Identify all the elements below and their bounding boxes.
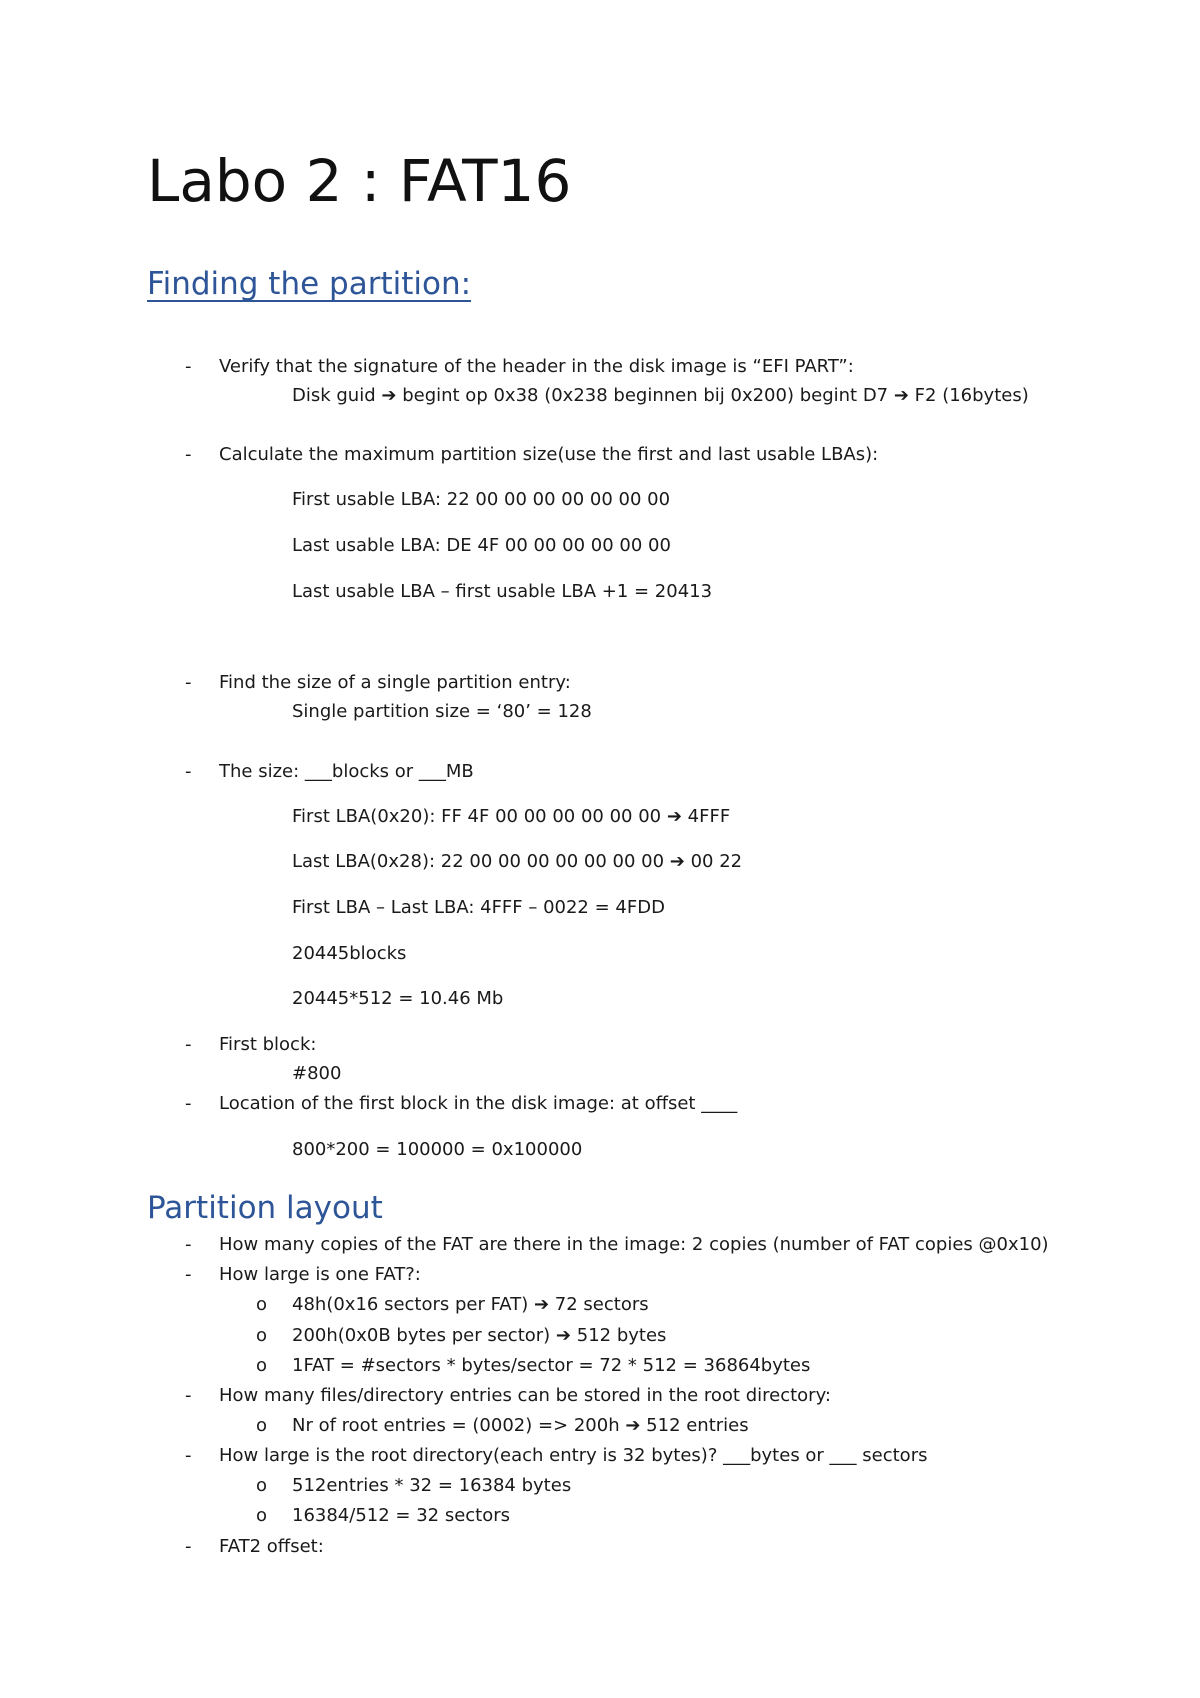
bullet-dash: - <box>185 1385 192 1406</box>
list-item: How large is one FAT?: <box>219 1264 421 1285</box>
bullet-dash: - <box>185 1234 192 1255</box>
bullet-circle: o <box>256 1475 268 1496</box>
arrow-right-icon: ➔ <box>625 1415 641 1436</box>
bullet-dash: - <box>185 1264 192 1285</box>
bullet-circle: o <box>256 1415 268 1436</box>
sub-list-item: 200h(0x0B bytes per sector) ➔ 512 bytes <box>292 1325 667 1346</box>
arrow-right-icon: ➔ <box>893 385 909 406</box>
answer-line: First LBA – Last LBA: 4FFF – 0022 = 4FDD <box>292 897 665 918</box>
list-item: Location of the first block in the disk image: at offset ____ <box>219 1093 738 1114</box>
answer-line: 800*200 = 100000 = 0x100000 <box>292 1139 583 1160</box>
bullet-circle: o <box>256 1505 268 1526</box>
answer-line: Last usable LBA: DE 4F 00 00 00 00 00 00 <box>292 535 671 556</box>
sub-list-item: 512entries * 32 = 16384 bytes <box>292 1475 572 1496</box>
answer-line: Last usable LBA – first usable LBA +1 = 20413 <box>292 581 713 602</box>
answer-line: First LBA(0x20): FF 4F 00 00 00 00 00 00 ➔ 4FFF <box>292 806 731 827</box>
sub-list-item: 1FAT = #sectors * bytes/sector = 72 * 512 = 36864bytes <box>292 1355 811 1376</box>
sub-list-item: Nr of root entries = (0002) => 200h ➔ 512 entries <box>292 1415 749 1436</box>
answer-line: #800 <box>292 1063 342 1084</box>
page-title: Labo 2 : FAT16 <box>147 147 572 215</box>
bullet-dash: - <box>185 1034 192 1055</box>
list-item: First block: <box>219 1034 317 1055</box>
bullet-circle: o <box>256 1325 268 1346</box>
bullet-dash: - <box>185 1093 192 1114</box>
list-item: FAT2 offset: <box>219 1536 324 1557</box>
arrow-right-icon: ➔ <box>533 1294 550 1315</box>
list-item: Verify that the signature of the header in the disk image is “EFI PART”: <box>219 356 854 377</box>
list-item: How many copies of the FAT are there in the image: 2 copies (number of FAT copies @0x10) <box>219 1234 1049 1255</box>
answer-line: 20445*512 = 10.46 Mb <box>292 988 504 1009</box>
section-heading-finding-partition: Finding the partition: <box>147 266 472 302</box>
bullet-circle: o <box>256 1294 268 1315</box>
bullet-dash: - <box>185 761 192 782</box>
list-item: Find the size of a single partition entry: <box>219 672 571 693</box>
arrow-right-icon: ➔ <box>669 851 685 872</box>
bullet-dash: - <box>185 672 192 693</box>
list-item: Calculate the maximum partition size(use the first and last usable LBAs): <box>219 444 879 465</box>
bullet-dash: - <box>185 356 192 377</box>
section-heading-partition-layout: Partition layout <box>147 1190 383 1226</box>
answer-line-disk-guid: Disk guid ➔ begint op 0x38 (0x238 beginnen bij 0x200) begint D7 ➔ F2 (16bytes) <box>292 385 1029 406</box>
list-item: The size: ___blocks or ___MB <box>219 761 474 782</box>
answer-line: First usable LBA: 22 00 00 00 00 00 00 00 <box>292 489 671 510</box>
sub-list-item: 48h(0x16 sectors per FAT) ➔ 72 sectors <box>292 1294 649 1315</box>
bullet-circle: o <box>256 1355 268 1376</box>
bullet-dash: - <box>185 1536 192 1557</box>
answer-line: Last LBA(0x28): 22 00 00 00 00 00 00 00 ➔ 00 22 <box>292 851 743 872</box>
arrow-right-icon: ➔ <box>381 385 397 406</box>
sub-list-item: 16384/512 = 32 sectors <box>292 1505 511 1526</box>
list-item: How many files/directory entries can be stored in the root directory: <box>219 1385 831 1406</box>
answer-line: Single partition size = ‘80’ = 128 <box>292 701 592 722</box>
arrow-right-icon: ➔ <box>555 1325 572 1346</box>
answer-line: 20445blocks <box>292 943 407 964</box>
bullet-dash: - <box>185 1445 192 1466</box>
bullet-dash: - <box>185 444 192 465</box>
list-item: How large is the root directory(each entry is 32 bytes)? ___bytes or ___ sectors <box>219 1445 928 1466</box>
arrow-right-icon: ➔ <box>666 806 682 827</box>
